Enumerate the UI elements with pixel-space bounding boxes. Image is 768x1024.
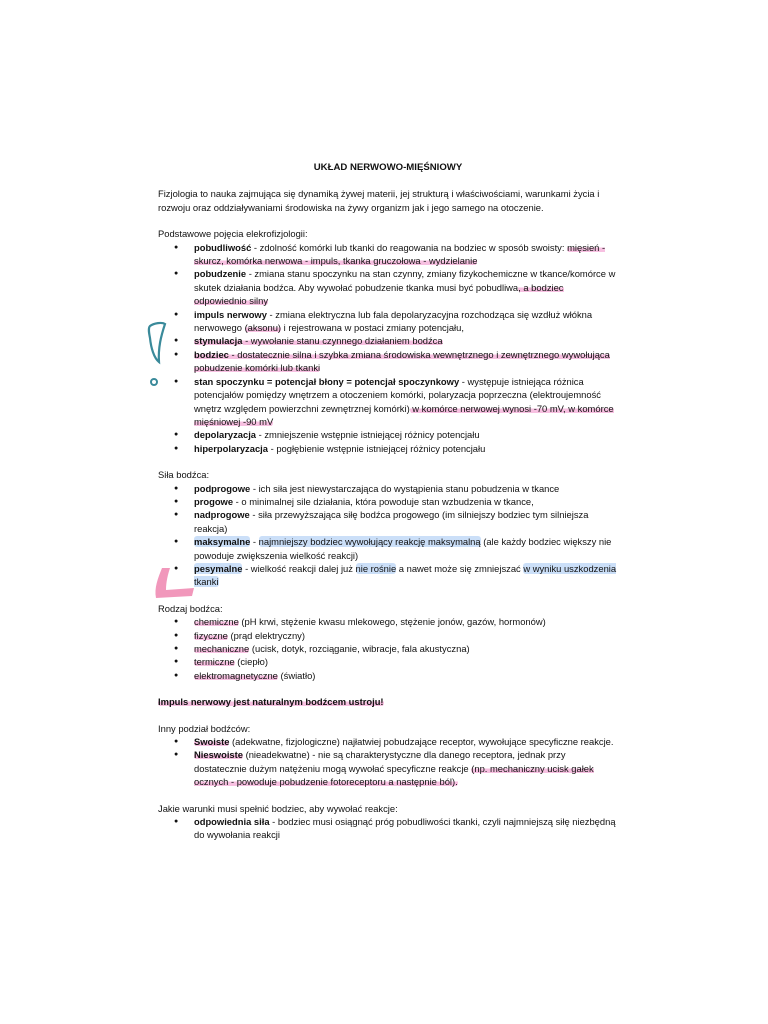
list-item: ● stan spoczynku = potencjał błony = potencjał spoczynkowy - występuje istniejąca różnica potencjałów pomiędzy wnętrzem a otoczeniem komórki, polaryzacja poprzeczna (elektroujemność wnętrz względem powierzchni zewnętrznej komórki) w komórce nerwowej wynosi -70 mV, w komórce mięśniowej -90 mV [158,375,618,429]
pink-highlight: w komórce nerwowej wynosi -70 mV, w komórce mięśniowej -90 mV [194,402,614,427]
pink-highlight: (np. mechaniczny ucisk gałek ocznych - powoduje pobudzenie fotoreceptoru a następnie ból). [194,762,594,788]
list-item: ● hiperpolaryzacja - pogłębienie wstępnie istniejącej różnicy potencjału [158,442,618,455]
list-item [158,348,618,375]
pink-highlight: bodziec - dostatecznie silna i szybka zmiana środowiska wewnętrznego i zewnętrznego wywołująca pobudzenie komórki lub tkanki [194,348,610,374]
list-item: ● progowe - o minimalnej sile działania, która powoduje stan wzbudzenia w tkance, [158,495,618,508]
conditions-list [158,815,618,842]
blue-highlight: najmniejszy bodziec wywołujący reakcję maksymalną [258,536,481,548]
list-item: ● chemiczne (pH krwi, stężenie kwasu mlekowego, stężenie jonów, gazów, hormonów) [158,615,618,628]
list-item: ● nadprogowe - siła przewyższająca siłę bodźca progowego (im silniejszy bodziec tym silniejsza reakcja) [158,508,618,535]
key-statement: Impuls nerwowy jest naturalnym bodźcem ustroju! [158,696,384,708]
list-item: ● depolaryzacja - zmniejszenie wstępnie istniejącej różnicy potencjału [158,428,618,441]
list-item: ● podprogowe - ich siła jest niewystarczająca do wystąpienia stanu pobudzenia w tkance [158,482,618,495]
type-list [158,615,618,682]
list-item: ● pobudliwość - zdolność komórki lub tkanki do reagowania na bodziec w sposób swoisty: mięsień - skurcz, komórka nerwowa - impuls, tkanka gruczołowa - wydzielanie [158,241,618,268]
section-heading-other-division: Inny podział bodźców: [158,722,251,734]
list-item: ● stymulacja - wywołanie stanu czynnego działaniem bodźca [158,334,618,347]
section-heading-conditions: Jakie warunki musi spełnić bodziec, aby wywołać reakcje: [158,802,398,814]
pink-highlight: , a bodziec odpowiednio silny [194,281,564,307]
blue-highlight: w wyniku uszkodzenia tkanki [194,562,617,588]
document-page [158,161,618,855]
strength-list [158,482,618,589]
blue-highlight: nie rośnie [355,562,397,574]
list-item: ● Nieswoiste (nieadekwatne) - nie są charakterystyczne dla danego receptora, jednak przy dostatecznie dużym natężeniu mogą wywołać specyficzne reakcje (np. mechaniczny ucisk gałek ocznych - powoduje pobudzenie fotoreceptoru a następnie ból). [158,748,618,788]
pink-highlight: - wywołanie stanu czynnego działaniem bodźca [242,335,443,347]
intro-paragraph: Fizjologia to nauka zajmująca się dynamiką żywej materii, jej strukturą i właściwościami, warunkami życia i rozwoju oraz oddziaływaniami środowiska na żywy organizm jak i jego samego na otoczenie. [158,188,600,213]
list-item: ● mechaniczne (ucisk, dotyk, rozciąganie, wibracje, fala akustyczna) [158,642,618,655]
document-title: UKŁAD NERWOWO-MIĘŚNIOWY [313,162,463,173]
list-item: ● termiczne (ciepło) [158,655,618,668]
list-item: ● pesymalne - wielkość reakcji dalej już nie rośnie a nawet może się zmniejszać w wyniku uszkodzenia tkanki [158,562,618,589]
list-item: ● elektromagnetyczne (światło) [158,669,618,682]
list-item: ● Swoiste (adekwatne, fizjologiczne) najłatwiej pobudzające receptor, wywołujące specyficzne reakcje. [158,735,618,748]
basics-list [158,241,618,456]
section-heading-stimulus-strength: Siła bodźca: [158,469,210,481]
list-item: ● fizyczne (prąd elektryczny) [158,629,618,642]
list-item: ● odpowiednia siła - bodziec musi osiągnąć próg pobudliwości tkanki, czyli najmniejszą siłę niezbędną do wywołania reakcji [158,815,618,842]
list-item: ● maksymalne - najmniejszy bodziec wywołujący reakcję maksymalną (ale każdy bodziec większy nie powoduje zwiększenia wielkość reakcji) [158,535,618,562]
list-item: ● pobudzenie - zmiana stanu spoczynku na stan czynny, zmiany fizykochemiczne w tkance/komórce w skutek działania bodźca. Aby wywołać pobudzenie tkanka musi być pobudliwa, a bodziec odpowiednio silny [158,267,618,307]
pink-highlight: (aksonu) [244,322,282,334]
list-item: ● impuls nerwowy - zmiana elektryczna lub fala depolaryzacyjna rozchodząca się wzdłuż włókna nerwowego (aksonu) i rejestrowana w postaci zmiany potencjału, [158,308,618,335]
pink-highlight: mięsień - skurcz, komórka nerwowa - impuls, tkanka gruczołowa - wydzielanie [194,241,606,267]
section-heading-stimulus-type: Rodzaj bodźca: [158,602,223,614]
section-heading-basics: Podstawowe pojęcia elekrofizjologii: [158,228,308,240]
division-list [158,735,618,789]
